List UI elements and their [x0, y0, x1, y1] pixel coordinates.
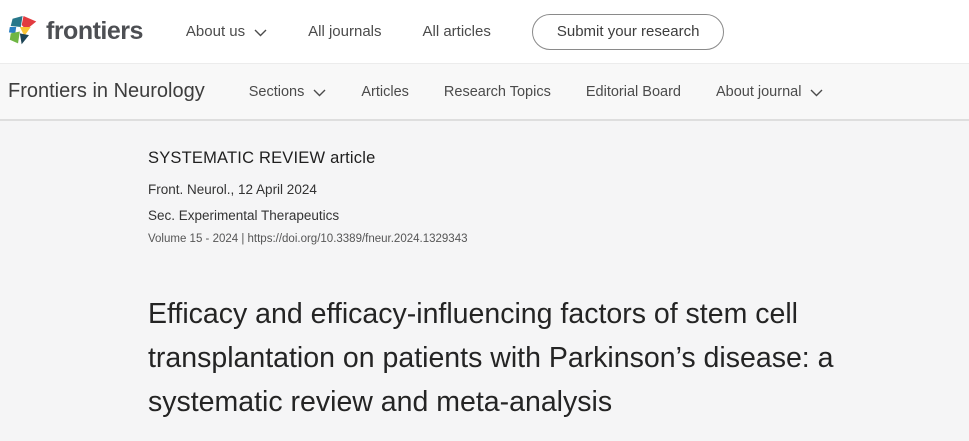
chevron-down-icon: [254, 24, 267, 41]
nav-editorial-board-label: Editorial Board: [585, 83, 681, 100]
journal-nav: [249, 83, 824, 101]
article-type-label: SYSTEMATIC REVIEW article: [148, 149, 376, 167]
nav-all-articles[interactable]: [423, 23, 491, 40]
nav-editorial-board[interactable]: [586, 84, 681, 100]
nav-about-journal-label: About journal: [715, 83, 802, 100]
nav-all-journals[interactable]: [308, 23, 381, 40]
nav-sections-label: Sections: [248, 83, 305, 100]
submit-your-research-button[interactable]: Submit your research: [532, 14, 725, 50]
chevron-down-icon: [810, 85, 823, 101]
nav-articles[interactable]: [361, 84, 409, 100]
nav-research-topics-label: Research Topics: [443, 83, 551, 100]
article-title: Efficacy and efficacy-influencing factors of stem cell transplantation on patients with Parkinson’s disease: a systematic review and meta-analysis: [148, 298, 834, 418]
nav-about-journal[interactable]: [716, 83, 823, 101]
nav-all-articles-label: All articles: [422, 23, 491, 40]
nav-about-us-label: About us: [185, 23, 246, 40]
frontiers-logo[interactable]: [8, 15, 143, 48]
nav-research-topics[interactable]: [444, 84, 551, 100]
nav-articles-label: Articles: [361, 83, 409, 100]
journal-bar: [0, 63, 969, 121]
journal-title-link[interactable]: Frontiers in Neurology: [8, 80, 205, 102]
nav-sections[interactable]: [249, 83, 327, 101]
top-nav: [186, 22, 491, 41]
frontiers-logo-icon: [8, 15, 39, 48]
top-bar: [0, 0, 969, 63]
frontiers-logo-text: frontiers: [46, 17, 143, 45]
nav-all-journals-label: All journals: [308, 23, 382, 40]
article-header: [0, 121, 969, 424]
article-citation: Front. Neurol., 12 April 2024: [148, 182, 317, 197]
chevron-down-icon: [313, 85, 326, 101]
article-volume-doi: Volume 15 - 2024 | https://doi.org/10.3389/fneur.2024.1329343: [148, 233, 468, 245]
nav-about-us[interactable]: [186, 22, 267, 41]
article-section: Sec. Experimental Therapeutics: [148, 208, 340, 223]
